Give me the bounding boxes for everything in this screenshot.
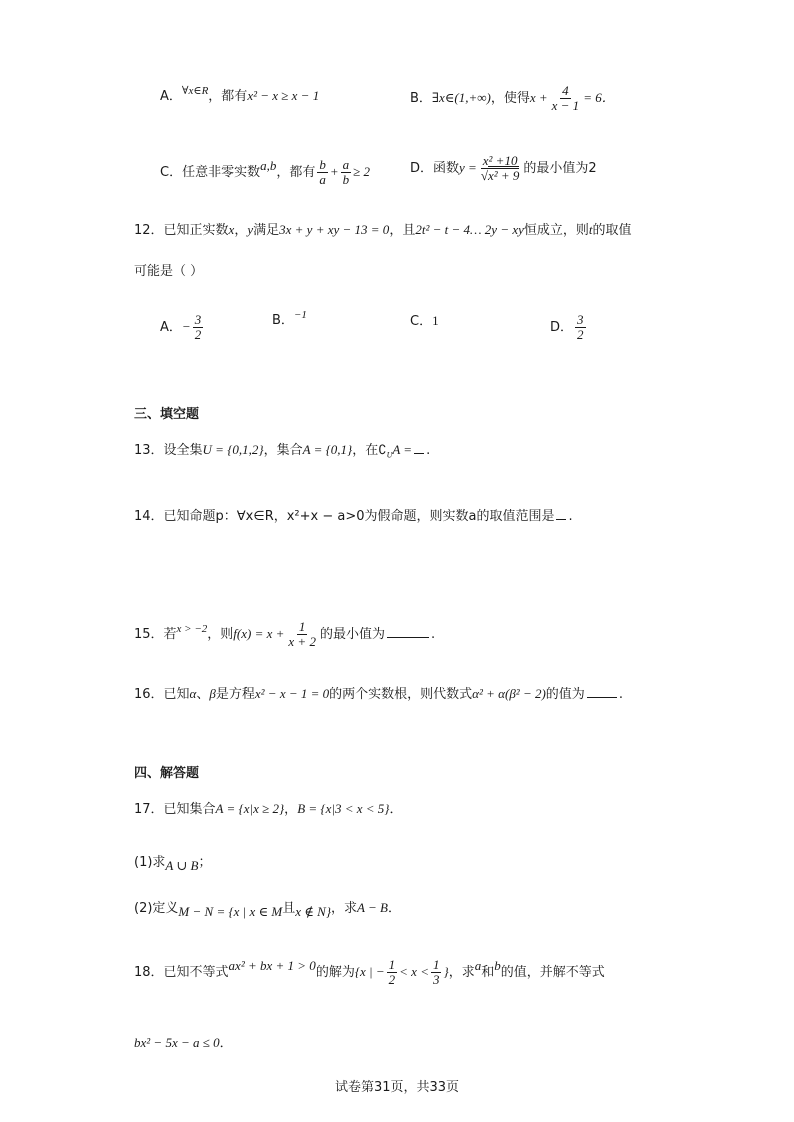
- q15: 15．若$^{x > -2}$，则f(x) = x + $\frac{1}{x + 2}$ 的最小值为 .: [134, 619, 436, 649]
- q18-stem-line1: 18．已知不等式ax² + bx + 1 > 0的解为{x | − $\frac{1}{2}$ < x < $\frac{1}{3}$ }，求a和b的值，并解不等式: [134, 957, 605, 987]
- section-fill-in-heading: 三、填空题: [134, 407, 200, 422]
- q18-stem-line2: bx² − 5x − a ≤ 0．: [134, 1035, 233, 1051]
- q13: 13．设全集U = {0,1,2}，集合A = {0,1}，在$∁_UA$ = .: [134, 442, 431, 460]
- q14-answer-blank[interactable]: [556, 509, 566, 520]
- q13-answer-blank[interactable]: [414, 443, 424, 454]
- q11-option-b: B．∃x∈(1,+∞)，使得x + $\frac{4}{x - 1}$ = 6．: [410, 83, 615, 113]
- q16: 16．已知α、β是方程x² − x − 1 = 0的两个实数根，则代数式α² + α(β² − 2)的值为 .: [134, 686, 623, 702]
- q11-option-a: A．$^{\forall x\in R}$，都有x² − x ≥ x − 1: [160, 85, 320, 104]
- q12-stem-line2: 可能是（ ）: [134, 264, 204, 279]
- q12-option-b: B．$^{-1}$: [272, 309, 307, 328]
- q12-option-d: D． $\frac{3}{2}$: [550, 312, 584, 342]
- q17-stem: 17．已知集合A = {x|x ≥ 2}，B = {x|3 < x < 5}．: [134, 801, 403, 817]
- q15-answer-blank[interactable]: [387, 627, 429, 638]
- q12-option-c: C．1: [410, 313, 439, 329]
- page-footer: 试卷第31页，共33页: [334, 1080, 460, 1095]
- q17-part1: (1)求A ∪ B；: [134, 855, 212, 873]
- q17-part2: (2)定义M − N = {x | x ∈ M且x ∉ N}，求A − B．: [134, 900, 401, 919]
- q16-answer-blank[interactable]: [587, 687, 617, 698]
- section-solve-heading: 四、解答题: [134, 766, 200, 781]
- q11-option-d: D．函数y = $\frac{\text{x² +10}}{\text{√x² + 9}}$ 的最小值为2: [410, 153, 597, 183]
- q12-stem-line1: 12．已知正实数x，y满足3x + y + xy − 13 = 0，且2t² − t − 4… 2y − xy恒成立，则t的取值: [134, 222, 632, 238]
- q12-option-a: A．− $\frac{3}{2}$: [160, 312, 202, 342]
- q14: 14．已知命题p：∀x∈R，x²+x − a>0为假命题，则实数a的取值范围是 .: [134, 509, 573, 524]
- q11-option-c: C．任意非零实数a,b，都有 $\frac{b}{a}$ + $\frac{a}{b}$ ≥ 2: [160, 157, 371, 187]
